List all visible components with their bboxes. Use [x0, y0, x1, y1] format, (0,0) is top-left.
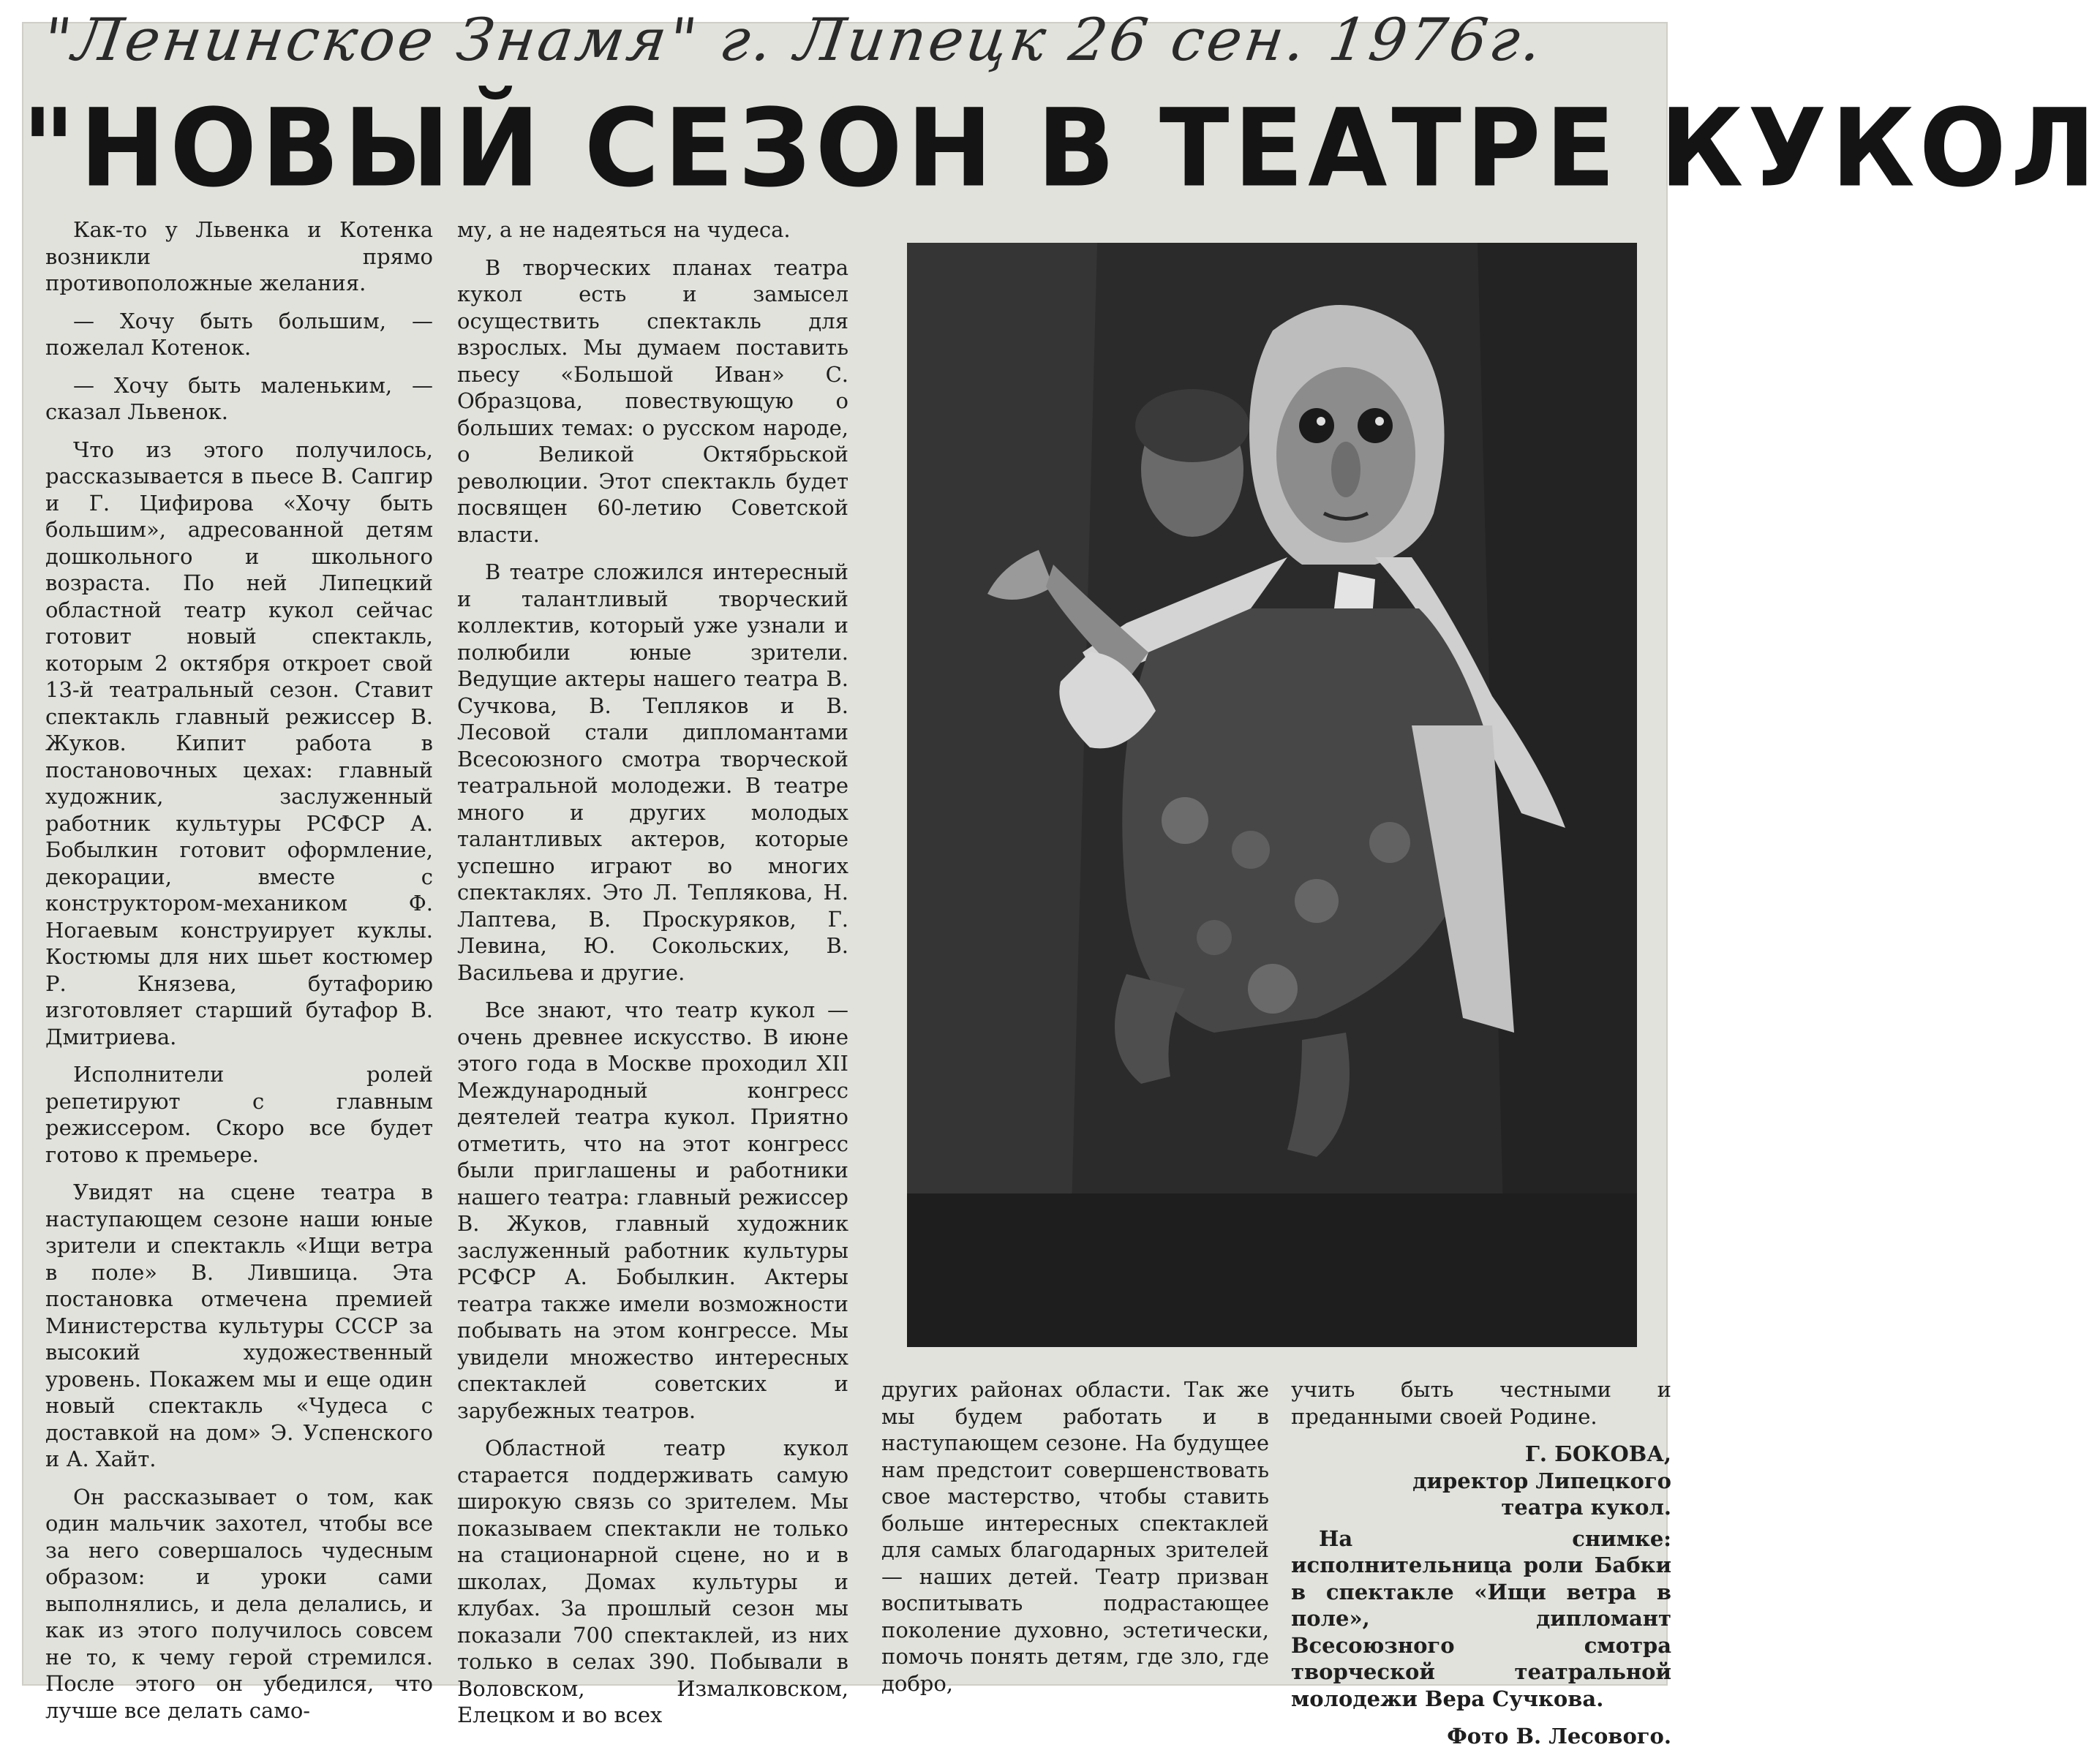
author-role: директор Липецкого: [1412, 1468, 1671, 1493]
photo-caption: На снимке: исполнительница роли Бабки в спектакле «Ищи ветра в поле», дипломант Всесоюзного смотра творческой театральной молодежи Вера Сучкова.: [1291, 1525, 1671, 1711]
article-headline: "НОВЫЙ СЕЗОН В ТЕАТРЕ КУКОЛ: [22, 86, 2100, 212]
paragraph: му, а не надеяться на чудеса.: [457, 217, 791, 242]
article-column-2: [457, 216, 848, 1727]
paragraph: других районах области. Так же мы будем работать и в наступающем сезоне. На будущее нам предстоит совершенствовать свое мастерство, чтобы ставить больше интересных спектаклей для самых благодарных зрителей — наших детей. Театр призван воспитывать подрастающее поколение духовно, эстетически, помочь понять детям, где зло, где добро,: [881, 1377, 1269, 1696]
article-column-1: [45, 216, 433, 1723]
paragraph: Что из этого получилось, рассказывается в пьесе В. Сапгир и Г. Цифирова «Хочу быть большим», адресованной детям дошкольного и школьного возраста. По ней Липецкий областной театр кукол сейчас готовит новый спектакль, которым 2 октября откроет свой 13-й театральный сезон. Ставит спектакль главный режиссер В. Жуков. Кипит работа в постановочных цехах: главный художник, заслуженный работник культуры РСФСР А. Бобылкин готовит оформление, декорации, вместе с конструктором-механиком Ф. Ногаевым конструирует куклы. Костюмы для них шьет костюмер Р. Князева, бутафорию изготовляет старший бутафор В. Дмитриева.: [45, 437, 433, 1049]
puppet-photo: [907, 243, 1637, 1347]
author-name: Г. БОКОВА,: [1524, 1441, 1671, 1466]
paragraph: Все знают, что театр кукол — очень древнее искусство. В июне этого года в Москве проходил XII Международный конгресс деятелей театра кукол. Приятно отметить, что на этот конгресс были приглашены и работники нашего театра: главный режиссер В. Жуков, главный художник заслуженный работник культуры РСФСР А. Бобылкин. Актеры театра также имели возможности побывать на этом конгрессе. Мы увидели множество интересных спектаклей советских и зарубежных театров.: [457, 997, 848, 1423]
paragraph: учить быть честными и преданными своей Родине.: [1291, 1377, 1671, 1429]
paragraph: Исполнители ролей репетируют с главным режиссером. Скоро все будет готово к премьере.: [45, 1062, 433, 1167]
photo-credit: Фото В. Лесового.: [1447, 1724, 1671, 1749]
handwritten-source-note: "Ленинское Знамя" г. Липецк 26 сен. 1976г.: [39, 6, 1549, 74]
puppet-illustration: [907, 243, 1637, 1347]
paragraph: В творческих планах театра кукол есть и замысел осуществить спектакль для взрослых. Мы думаем поставить пьесу «Большой Иван» С. Образцова, повествующую о больших темах: о русском народе, о Великой Октябрьской революции. Этот спектакль будет посвящен 60-летию Советской власти.: [457, 254, 848, 547]
author-role: театра кукол.: [1501, 1495, 1671, 1520]
paragraph: Как-то у Львенка и Котенка возникли прямо противоположные желания.: [45, 217, 433, 295]
article-column-4: [1291, 1376, 1671, 1749]
paragraph: — Хочу быть большим, — пожелал Котенок.: [45, 308, 433, 360]
paragraph: — Хочу быть маленьким, — сказал Львенок.: [45, 372, 433, 424]
article-column-3: [881, 1376, 1269, 1696]
paragraph: Областной театр кукол старается поддерживать самую широкую связь со зрителем. Мы показываем спектакли не только на стационарной сцене, но и в школах, Домах культуры и клубах. За прошлый сезон мы показали 700 спектаклей, из них только в селах 390. Побывали в Воловском, Измалковском, Елецком и во всех: [457, 1436, 848, 1727]
paragraph: В театре сложился интересный и талантливый творческий коллектив, который уже узнали и полюбили юные зрители. Ведущие актеры нашего театра В. Сучкова, В. Тепляков и В. Лесовой стали дипломантами Всесоюзного смотра творческой театральной молодежи. В театре много и других молодых талантливых актеров, которые успешно играют во многих спектаклях. Это Л. Теплякова, Н. Лаптева, В. Проскуряков, Г. Левина, Ю. Сокольских, В. Васильева и другие.: [457, 559, 848, 985]
paragraph: Увидят на сцене театра в наступающем сезоне наши юные зрители и спектакль «Ищи ветра в поле» В. Лившица. Эта постановка отмечена премией Министерства культуры СССР за высокий художественный уровень. Покажем мы и еще один новый спектакль «Чудеса с доставкой на дом» Э. Успенского и А. Хайт.: [45, 1180, 433, 1471]
paragraph: Он рассказывает о том, как один мальчик захотел, чтобы все за него совершалось чудесным образом: и уроки сами выполнялись, и дела делались, и как из этого получилось совсем не то, к чему герой стремился. После этого он убедился, что лучше все делать само-: [45, 1484, 433, 1723]
